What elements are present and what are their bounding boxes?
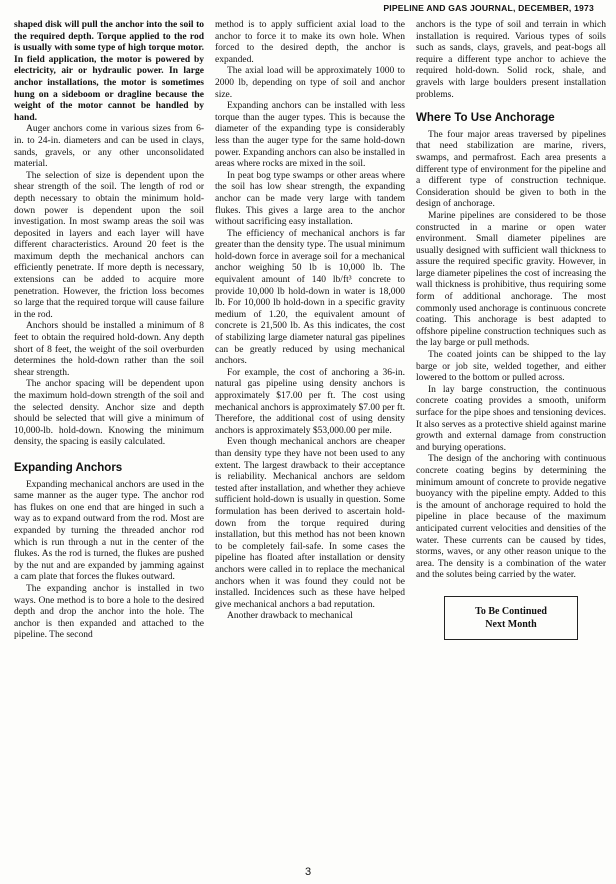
paragraph: method is to apply sufficient axial load to the anchor to force it to make its own hole. When forced to the desired depth, the anchor is expanded. xyxy=(215,20,405,65)
column-2 xyxy=(215,20,405,868)
paragraph: Even though mechanical anchors are cheaper than density type they have not been used to any extent. The largest drawback to their acceptance is reliability. Mechanical anchors are seldom tested after installation, and whether they achieve sufficient hold-down is usually in question. Some formulation has been derived to ascertain hold-down from the torque required during installation, but this method has not been known to be completely fail-safe. In some cases the pipeline has floated after installation or density anchors were called in to replace the mechanical anchors when it was found they could not be installed. Incidences such as these have helped give mechanical anchors a bad reputation. xyxy=(215,437,405,610)
column-1 xyxy=(14,20,204,868)
column-3 xyxy=(416,20,606,868)
paragraph: The coated joints can be shipped to the lay barge or job site, welded together, and either lowered to the bottom or pulled across. xyxy=(416,350,606,384)
paragraph: Anchors should be installed a minimum of 8 feet to obtain the required hold-down. Any depth short of 8 feet, the weight of the soil overburden determines the hold-down rather than the soil shear strength. xyxy=(14,321,204,378)
paragraph: Expanding anchors can be installed with less torque than the auger types. This is because the diameter of the expanding type is considerably less than the auger type for the same hold-down power. Expanding anchors can also be installed in areas where rocks are mixed in the soil. xyxy=(215,101,405,170)
paragraph: anchors is the type of soil and terrain in which installation is required. Various types of soils such as sands, clays, gravels, and peat-bogs all require a different type anchor to achieve the required hold-down. Solid rock, shale, and gravels with large boulders present installation problems. xyxy=(416,20,606,100)
paragraph: The efficiency of mechanical anchors is far greater than the density type. The usual minimum hold-down force in average soil for a mechanical anchor weighing 50 lb is 10,000 lb. The equivalent amount of 140 lb/ft³ concrete to provide 10,000 lb hold-down in water is 18,000 lb. For 10,000 lb hold-down in a specific gravity medium of 1.20, the equivalent amount of concrete is 21,500 lb. As this indicates, the cost of stabilizing large diameter natural gas pipelines can be greatly reduced by using mechanical anchors. xyxy=(215,228,405,367)
paragraph: Marine pipelines are considered to be those constructed in a marine or open water environment. Small diameter pipelines are usually designed with sufficient wall thickness to assure the required specific gravity. However, in large diameter pipelines the cost of increasing the wall thickness is prohibitive, thus requiring some form of additional anchorage. The most commonly used anchorage is continuous concrete coating. This anchorage is best adapted to offshore pipeline construction techniques such as the lay barge or pull methods. xyxy=(416,210,606,349)
paragraph: The selection of size is dependent upon the shear strength of the soil. The length of rod or depth necessary to obtain the minimum hold-down power is dependent upon the soil investigation. In most swamp areas the soil was deposited in layers and each layer will have different characteristics. Around 20 feet is the maximum depth the mechanical anchors can efficiently penetrate. If more depth is necessary, extensions can be added to acquire more penetration. However, the friction loss becomes so large that the required torque will cause failure in the rod. xyxy=(14,170,204,320)
paragraph: The design of the anchoring with continuous concrete coating begins by determining the minimum amount of concrete to provide negative buoyancy with the pipeline empty. Added to this is the amount of anchorage required to hold the pipeline in place because of the maximum anticipated current velocities and densities of the water. These currents can be caused by tides, storms, waves, or any other reason unique to the area. The density is a combination of the water and the solutes being carried by the water. xyxy=(416,454,606,581)
section-heading: Expanding Anchors xyxy=(14,461,123,474)
paragraph: For example, the cost of anchoring a 36-in. natural gas pipeline using density anchors is approximately $17.00 per ft. The cost using mechanical anchors is approximately $7.00 per ft. Therefore, the additional cost of using density anchors is approximately $53,000.00 per mile. xyxy=(215,367,405,436)
paragraph: The expanding anchor is installed in two ways. One method is to bore a hole to the desired depth and drop the anchor into the hole. The anchor is then expanded and attached to the pipeline. The second xyxy=(14,583,204,641)
continued-notice xyxy=(444,596,578,640)
paragraph: shaped disk will pull the anchor into the soil to the required depth. Torque applied to the rod is usually with some type of high torque motor. In field application, the motor is powered by electricity, air or hydraulic power. In large anchor installations, the motor is sometimes hung on a sideboom or dragline because the weight of the motor cannot be handled by hand. xyxy=(14,20,204,123)
section-heading: Where To Use Anchorage xyxy=(416,112,555,125)
paragraph: Auger anchors come in various sizes from 6-in. to 24-in. diameters and can be used in clays, sands, gravels, or any other unconsolidated material. xyxy=(14,124,204,170)
paragraph: The four major areas traversed by pipelines that need stabilization are marine, rivers, swamps, and permafrost. Each area presents a different type of environment for the pipeline and a different type of construction technique. Consideration should be given to both in the design of anchorage. xyxy=(416,129,606,210)
paragraph: The anchor spacing will be dependent upon the maximum hold-down strength of the soil and the selected density. Anchor size and depth should be selected that will give a minimum of 10,000-lb. hold-down. Knowing the minimum density, the spacing is easily calculated. xyxy=(14,379,204,448)
paragraph: Another drawback to mechanical xyxy=(227,611,353,622)
page-number: 3 xyxy=(304,866,312,878)
continued-line: Next Month xyxy=(485,618,537,630)
running-head: PIPELINE AND GAS JOURNAL, DECEMBER, 1973 xyxy=(383,3,594,13)
paragraph: The axial load will be approximately 1000 to 2000 lb, depending on type of soil and anchor size. xyxy=(215,66,405,100)
continued-line: To Be Continued xyxy=(475,605,547,617)
paragraph: In peat bog type swamps or other areas where the soil has low shear strength, the expanding anchor can be made very large with tandem flukes. This gives a large area to the anchor without sacrificing easy installation. xyxy=(215,170,405,228)
paragraph: In lay barge construction, the continuous concrete coating provides a smooth, uniform surface for the pipe shoes and tensioning devices. It also serves as a protective shield against marine growth and external damage from construction and burying operations. xyxy=(416,384,606,453)
paragraph: Expanding mechanical anchors are used in the same manner as the auger type. The anchor rod has flukes on one end that are hinged in such a way as to expand outward from the rod. Most are expanded by turning the threaded anchor rod which is run through a nut in the center of the flukes. As the rod is turned, the flukes are pushed by the nut and are expanded by jamming against a cam plate that forces the flukes outward. xyxy=(14,479,204,583)
